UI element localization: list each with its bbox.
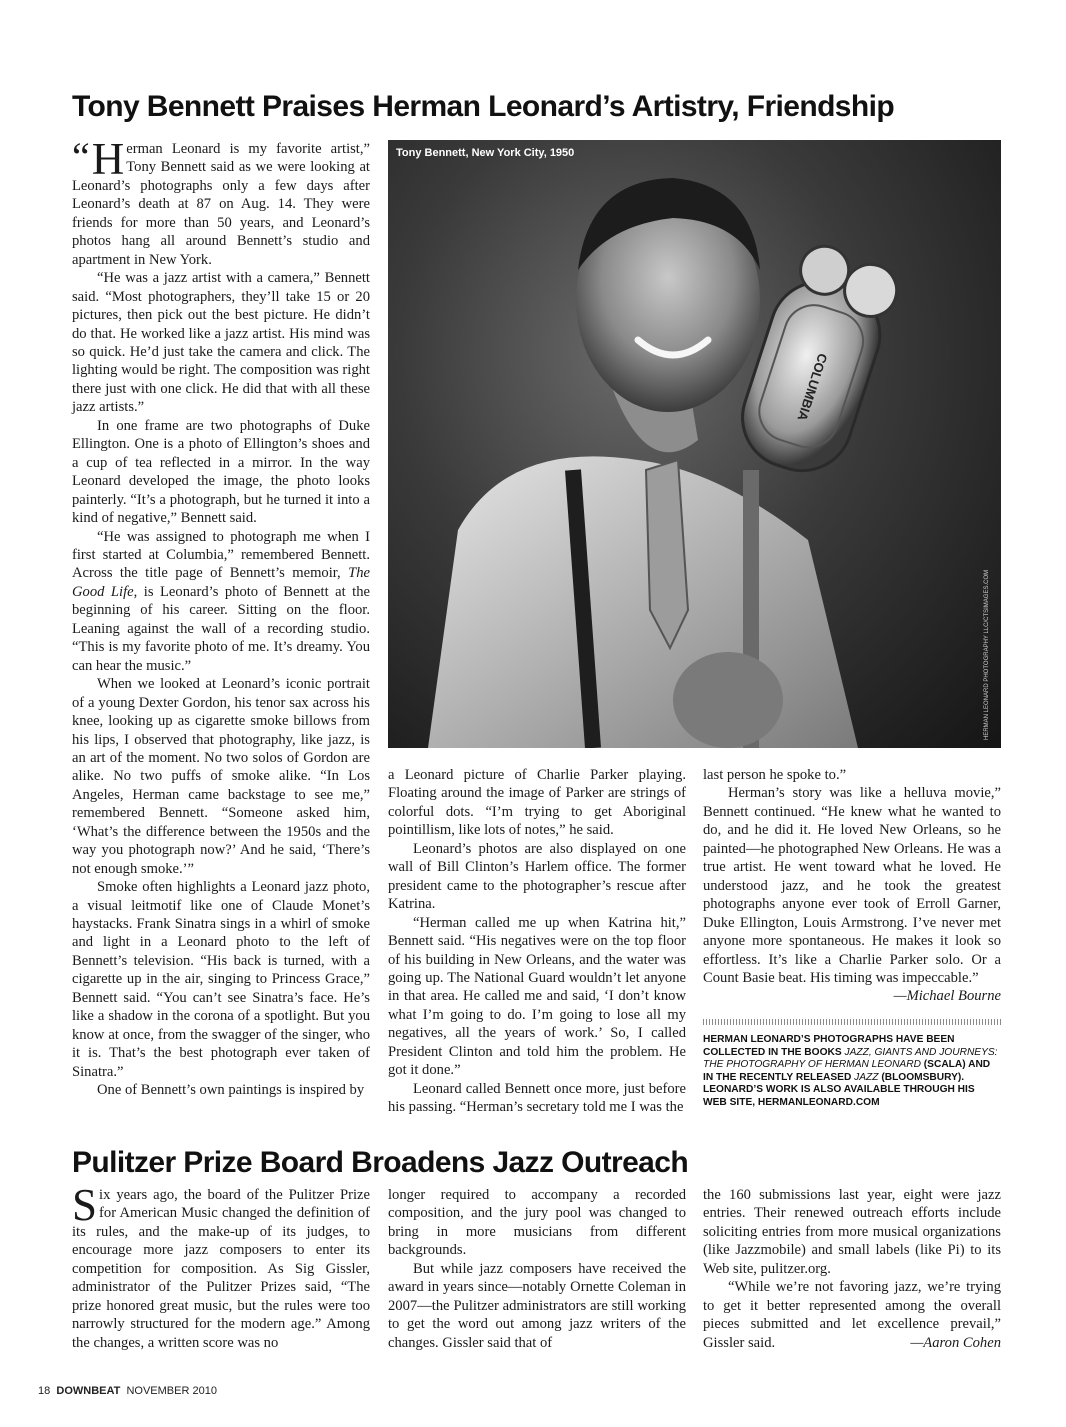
book-title: JAZZ <box>854 1071 879 1083</box>
paragraph: Smoke often highlights a Leonard jazz photo, a visual leitmotif like one of Claude Monet’s haystacks. Frank Sinatra sings in a whirl of smoke and light in a Leonard photo to the left of Bennett’s television. “His back is turned, with a cigarette up in the air, singing to Princess Grace,” Bennett said. “You can’t see Sinatra’s face. He’s like a shadow in the corona of a spotlight. But you know at once, from the swagger of the singer, who it is. That’s the best photograph ever taken of Sinatra.” <box>72 879 370 1080</box>
paragraph: erman Leonard is my favorite artist,” Tony Bennett said as we were looking at Leonard’s photographs only a few days after Leonard’s death at 87 on Aug. 14. They were friends for more than 50 years, and Leonard’s photos hang all around Bennett’s studio and apartment in New York. <box>72 141 370 268</box>
mic-label: COLUMBIA <box>794 351 831 423</box>
paragraph: longer required to accompany a recorded composition, and the jury pool was changed to bring in more musicians from different backgrounds. <box>388 1187 686 1259</box>
page-footer <box>38 1385 217 1397</box>
paragraph-text: , is Leonard’s photo of Bennett at the beginning of his career. Sitting on the floor. Leaning against the wall of a recording studio. “This is my favorite photo of me. It’s dreamy. You can hear the music.” <box>72 583 371 674</box>
paragraph <box>72 528 370 676</box>
note-text: (BLOOMSBURY). LEONARD’S WORK IS ALSO AVAILABLE THROUGH HIS WEB SITE, HERMANLEONARD.COM <box>703 1071 975 1108</box>
note-text: (SCALA) AND IN THE RECENTLY RELEASED <box>703 1059 991 1083</box>
headline-tony-bennett: Tony Bennett Praises Herman Leonard’s Artistry, Friendship <box>72 90 895 123</box>
paragraph: Leonard called Bennett once more, just before his passing. “Herman’s secretary told me I was the <box>388 1080 686 1116</box>
photo-credit: HERMAN LEONARD PHOTOGRAPHY LLC/CTSIMAGES.COM <box>984 569 990 740</box>
paragraph: last person he spoke to.” <box>703 767 847 783</box>
paragraph <box>703 1278 1001 1352</box>
magazine-name: DOWNBEAT <box>56 1385 121 1397</box>
photo-caption: Tony Bennett, New York City, 1950 <box>396 147 575 159</box>
paragraph: “Herman called me up when Katrina hit,” Bennett said. “His negatives were on the top floor of his building in New Orleans, and the water was going up. The National Guard wouldn’t let anyone in that area. He called me and said, ‘I don’t know what I’m going to do. I’m going to lose all my negatives, all the years of work.’ So, I called President Clinton and told him the problem. He got it done.” <box>388 914 686 1079</box>
byline-aaron-cohen: —Aaron Cohen <box>910 1334 1001 1351</box>
article1-column-3 <box>703 766 1001 1006</box>
article1-column-2 <box>388 766 686 1117</box>
drop-cap-s: S <box>72 1180 98 1230</box>
photo-tony-bennett <box>388 140 1001 748</box>
paragraph: One of Bennett’s own paintings is inspired by <box>97 1082 365 1099</box>
paragraph: the 160 submissions last year, eight were jazz entries. Their renewed outreach efforts include soliciting entries from more musical organizations (like Jazzmobile) and small labels (like Pi) to its Web site, pulitzer.org. <box>703 1187 1001 1277</box>
paragraph-text: Herman’s story was like a helluva movie,” Bennett continued. “He knew what he wanted to do, and he did it. He loved New Orleans, so he painted—he photographed New Orleans. He was a true artist. He went toward what he loved. He understood jazz, and he took the greatest photographs anyone ever took of Erroll Garner, Duke Ellington, Louis Armstrong. I’ve never met anyone more spontaneous. He makes it look so effortless. It’s like a Charlie Parker solo. Or a Count Basie beat. His timing was impeccable.” <box>703 785 1001 986</box>
paragraph-text: “While we’re not favoring jazz, we’re trying to get it better represented among the overall pieces submitted and let excellence prevail,” Gissler said. <box>703 1279 1001 1351</box>
paragraph: ix years ago, the board of the Pulitzer Prize for American Music changed the definition of its rules, and the make-up of its judges, to encourage more jazz composers to enter its competition for composition. As Sig Gissler, administrator of the Pulitzer Prizes said, “The prize honored great music, but the rules were too narrowly structured for the modern age.” Among the changes, a written score was no <box>72 1187 370 1351</box>
book-title: The Good Life <box>72 565 370 600</box>
book-title: JAZZ, GIANTS AND JOURNEYS: THE PHOTOGRAPHY OF HERMAN LEONARD <box>703 1046 998 1071</box>
paragraph: Leonard’s photos are also displayed on one wall of Bill Clinton’s Harlem office. The former president came to the photographer’s rescue after Katrina. <box>388 840 686 913</box>
paragraph: a Leonard picture of Charlie Parker playing. Floating around the image of Parker are strings of colorful dots. “I’m trying to get Aboriginal pointillism, like lots of notes,” he said. <box>388 767 686 839</box>
headline-pulitzer: Pulitzer Prize Board Broadens Jazz Outreach <box>72 1146 689 1179</box>
photo-illustration <box>388 140 1001 748</box>
note-text: HERMAN LEONARD’S PHOTOGRAPHS HAVE BEEN COLLECTED IN THE BOOKS <box>703 1034 955 1058</box>
byline-michael-bourne: —Michael Bourne <box>893 988 1001 1005</box>
drop-quote: “ <box>72 134 90 179</box>
paragraph: But while jazz composers have received the award in years since—notably Ornette Coleman in 2007—the Pulitzer administrators are still working to get the word out among jazz writers of the changes. Gissler said that of <box>388 1260 686 1351</box>
paragraph <box>703 784 1001 1005</box>
article2-column-1 <box>72 1180 370 1352</box>
books-note <box>703 1034 1001 1110</box>
page-number: 18 <box>38 1385 51 1397</box>
drop-cap-h: H <box>91 134 125 184</box>
paragraph: In one frame are two photographs of Duke Ellington. One is a photo of Ellington’s shoes and a cup of tea reflected in a mirror. In the way Leonard developed the image, the photo looks painterly. “It’s a photograph, but he turned it into a kind of negative,” Bennett said. <box>72 417 370 527</box>
paragraph-text: “He was assigned to photograph me when I first started at Columbia,” remembered Bennett. Across the title page of Bennett’s memoir, <box>72 528 370 582</box>
issue-date: NOVEMBER 2010 <box>126 1385 217 1397</box>
paragraph: “He was a jazz artist with a camera,” Bennett said. “Most photographers, they’ll take 15 or 20 pictures, then pick out the best picture. He didn’t do that. He worked like a jazz artist. His mind was so quick. He’d just take the camera and click. The lighting would be right. The composition was right there just with one click. He did that with all these jazz artists.” <box>72 270 370 416</box>
article2-column-3 <box>703 1186 1001 1352</box>
dotted-divider <box>703 1019 1001 1025</box>
article2-column-2 <box>388 1186 686 1352</box>
paragraph: When we looked at Leonard’s iconic portrait of a young Dexter Gordon, his tenor sax across his knee, looking up as cigarette smoke billows from his lips, I observed that photography, like jazz, is an art of the moment. No two solos of Gordon are alike. No two puffs of smoke alike. “In Los Angeles, Herman came backstage to see me,” remembered Bennett. “Someone asked him, ‘What’s the difference between the 1950s and the way you photograph now?’ And he said, ‘There’s not enough smoke.’” <box>72 676 370 877</box>
article1-column-1 <box>72 134 371 1100</box>
